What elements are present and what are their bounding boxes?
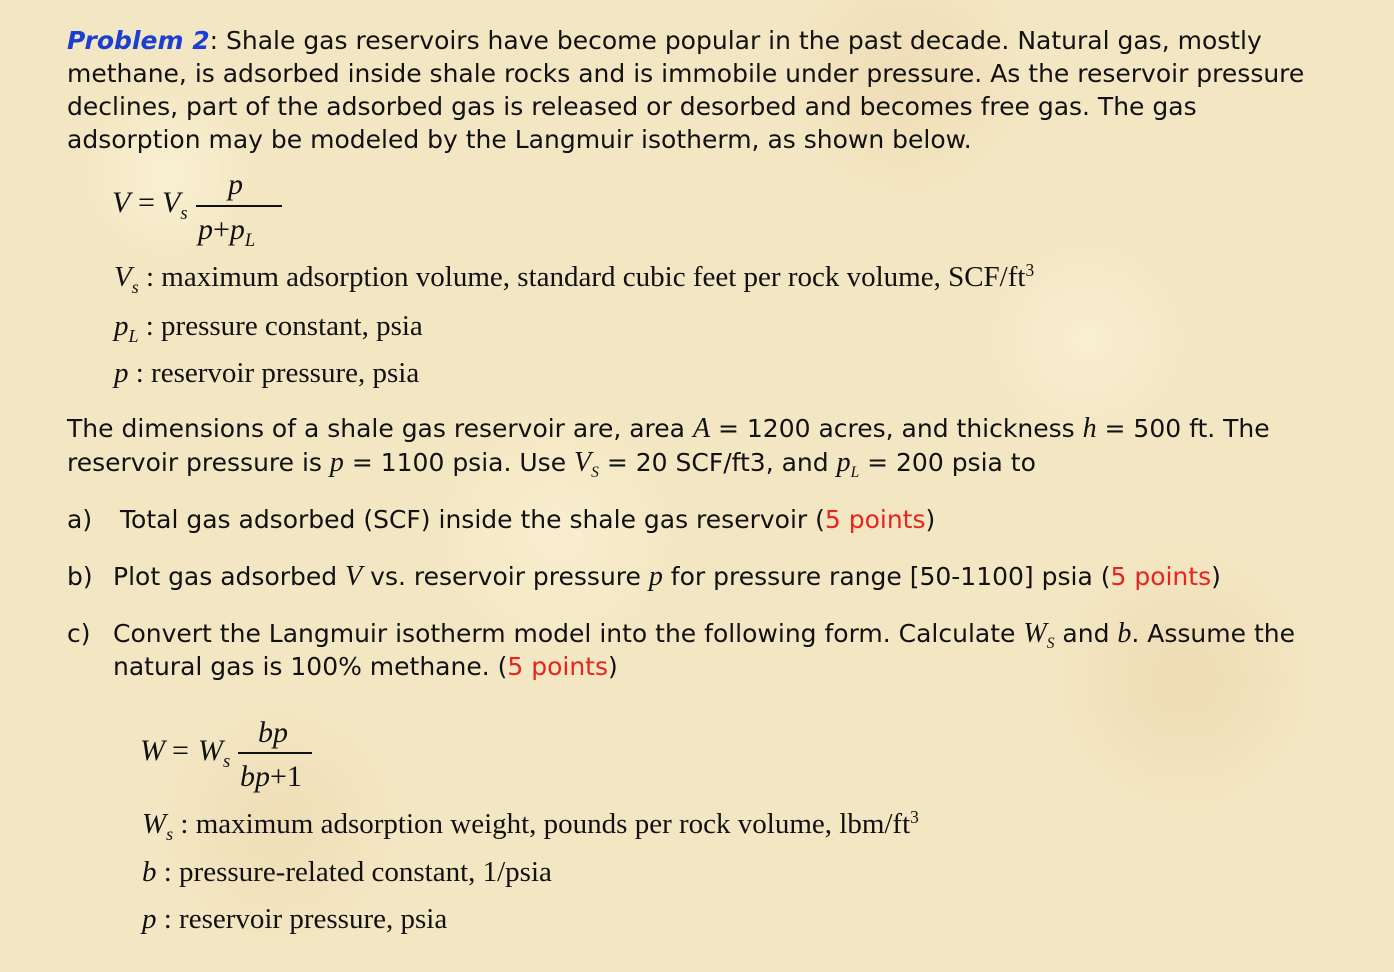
eq2-lhs: W — [140, 734, 165, 767]
eq2-denominator: bp+1 — [240, 760, 302, 793]
item-c: c) Convert the Langmuir isotherm model into the following form. Calculate $W_S$ and b. Assume the — [67, 618, 1295, 652]
item-a: a) Total gas adsorbed (SCF) inside the shale gas reservoir (5 points) — [67, 505, 936, 534]
intro-line-2: methane, is adsorbed inside shale rocks and is immobile under pressure. As the reservoir pressure — [67, 59, 1305, 88]
eq1-lhs: V — [112, 186, 131, 219]
def-vs: $V_s$ : maximum adsorption volume, standard cubic feet per rock volume, SCF/$ft^3$ — [114, 260, 1035, 297]
eq2-coef: $W_s$ — [198, 734, 231, 773]
item-b: b) Plot gas adsorbed V vs. reservoir pressure p for pressure range [50-1100] psia (5 points) — [67, 561, 1221, 592]
eq2-equals: = — [172, 734, 189, 767]
def-pl: $p_L$ : pressure constant, psia — [114, 310, 423, 346]
intro-line-1: Problem 2: Shale gas reservoirs have become popular in the past decade. Natural gas, mostly — [67, 26, 1262, 55]
def-p2: p : reservoir pressure, psia — [142, 903, 448, 935]
def-b: b : pressure-related constant, 1/psia — [142, 856, 552, 888]
eq1-coef: $V_s$ — [162, 186, 188, 225]
dims-line-1: The dimensions of a shale gas reservoir are, area A = 1200 acres, and thickness h = 500 ft. The — [67, 413, 1270, 444]
eq1-denominator: $p+p_L$ — [198, 213, 256, 252]
eq1-equals: = — [138, 186, 155, 219]
intro-line-4: adsorption may be modeled by the Langmuir isotherm, as shown below. — [67, 125, 972, 154]
def-ws: $W_s$ : maximum adsorption weight, pounds per rock volume, lbm/$ft^3$ — [142, 807, 919, 844]
intro-line-3: declines, part of the adsorbed gas is released or desorbed and becomes free gas. The gas — [67, 92, 1197, 121]
eq2-numerator: bp — [258, 716, 288, 749]
eq2-fraction-bar — [238, 752, 312, 754]
eq1-fraction-bar — [196, 205, 282, 207]
problem-label: Problem 2 — [67, 26, 210, 55]
def-p: p : reservoir pressure, psia — [114, 357, 420, 389]
item-c-line-2: natural gas is 100% methane. (5 points) — [113, 652, 618, 681]
eq1-numerator: p — [228, 168, 243, 201]
dims-line-2: reservoir pressure is p = 1100 psia. Use $V_S = 20$ SCF/ft3, and $p_L = 200$ psia to — [67, 447, 1036, 481]
